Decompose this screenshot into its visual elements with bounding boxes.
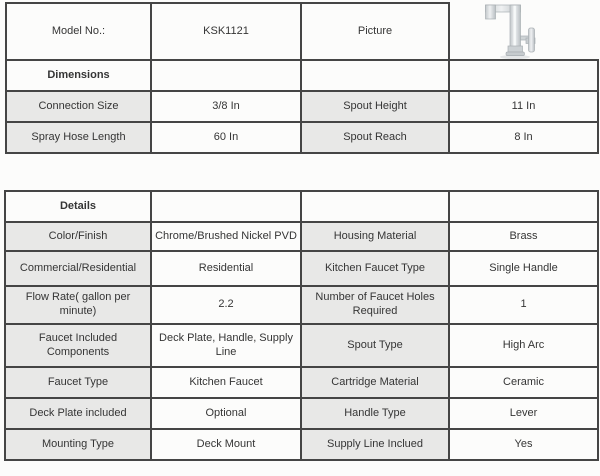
spec-value: High Arc: [449, 324, 598, 367]
spec-label: Deck Plate included: [5, 398, 151, 429]
model-no-label: Model No.:: [6, 3, 151, 60]
spec-value: 2.2: [151, 286, 301, 324]
details-table: [4, 190, 599, 461]
details-section-header: Details: [5, 191, 151, 222]
picture-cell: [449, 3, 598, 60]
spec-label: Flow Rate( gallon per minute): [5, 286, 151, 324]
table-row: [5, 429, 598, 460]
empty-cell: [301, 191, 449, 222]
table-row: [5, 398, 598, 429]
spec-label: Commercial/Residential: [5, 251, 151, 286]
empty-cell: [449, 60, 598, 91]
empty-cell: [449, 191, 598, 222]
table-row: [5, 286, 598, 324]
table-row: [5, 324, 598, 367]
spec-value: Deck Mount: [151, 429, 301, 460]
dimensions-section-header: Dimensions: [6, 60, 151, 91]
spec-label: Color/Finish: [5, 222, 151, 251]
spec-label: Cartridge Material: [301, 367, 449, 398]
spec-value: Yes: [449, 429, 598, 460]
spec-value: Brass: [449, 222, 598, 251]
table-row: [5, 251, 598, 286]
spec-label: Faucet Type: [5, 367, 151, 398]
spec-table: [5, 2, 599, 154]
spec-value: Chrome/Brushed Nickel PVD: [151, 222, 301, 251]
spec-value: Deck Plate, Handle, Supply Line: [151, 324, 301, 367]
table-row: [6, 91, 598, 122]
table-row: [6, 60, 598, 91]
spec-label: Connection Size: [6, 91, 151, 122]
spec-value: 8 In: [449, 122, 598, 153]
faucet-product-image: [450, 3, 597, 60]
table-row: [5, 222, 598, 251]
spec-value: 1: [449, 286, 598, 324]
spec-value: Optional: [151, 398, 301, 429]
spec-label: Kitchen Faucet Type: [301, 251, 449, 286]
spec-label: Spout Reach: [301, 122, 449, 153]
picture-label: Picture: [301, 3, 449, 60]
spec-label: Supply Line Inclued: [301, 429, 449, 460]
spec-label: Housing Material: [301, 222, 449, 251]
spec-value: Single Handle: [449, 251, 598, 286]
empty-cell: [151, 60, 301, 91]
spec-label: Handle Type: [301, 398, 449, 429]
spec-value: 60 In: [151, 122, 301, 153]
spec-value: Residential: [151, 251, 301, 286]
spec-value: 11 In: [449, 91, 598, 122]
spec-label: Spray Hose Length: [6, 122, 151, 153]
empty-cell: [151, 191, 301, 222]
spec-label: Spout Height: [301, 91, 449, 122]
table-row: [6, 3, 598, 60]
table-row: [6, 122, 598, 153]
spec-label: Number of Faucet Holes Required: [301, 286, 449, 324]
spec-label: Mounting Type: [5, 429, 151, 460]
empty-cell: [301, 60, 449, 91]
table-row: [5, 367, 598, 398]
spec-label: Spout Type: [301, 324, 449, 367]
spec-label: Faucet Included Components: [5, 324, 151, 367]
model-no-value: KSK1121: [151, 3, 301, 60]
spec-value: Ceramic: [449, 367, 598, 398]
table-row: [5, 191, 598, 222]
spec-value: Lever: [449, 398, 598, 429]
spec-value: Kitchen Faucet: [151, 367, 301, 398]
spec-value: 3/8 In: [151, 91, 301, 122]
